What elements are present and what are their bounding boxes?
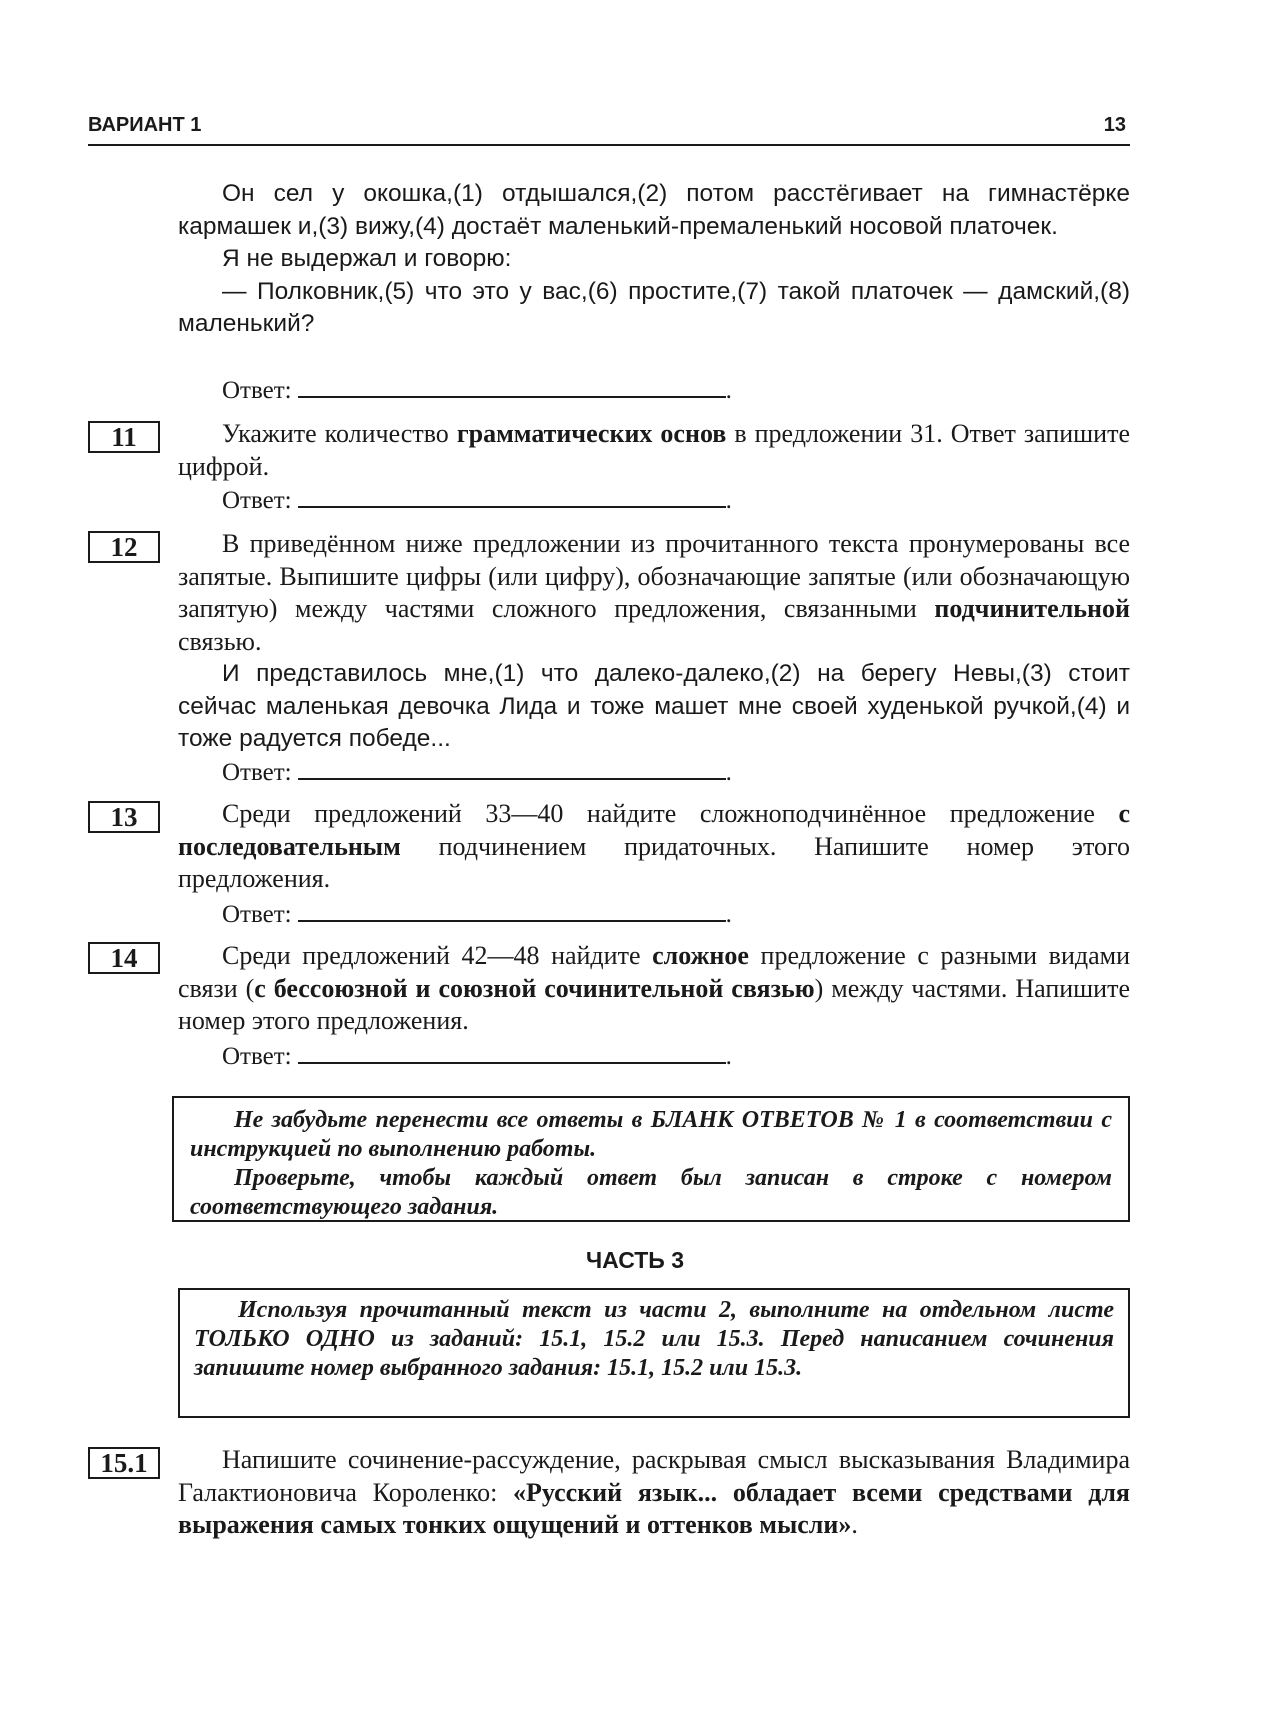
- task-13-text-1: Среди предложений 33—40 найдите сложноподчинённое предложение: [222, 799, 1119, 828]
- task-12-emphasis: подчинительной: [934, 594, 1130, 623]
- task-12-text-2: связью.: [178, 626, 262, 656]
- answer-line-12: [178, 756, 1174, 788]
- excerpt-paragraph-3: — Полковник,(5) что это у вас,(6) простите,(7) такой платочек — дамский,(8) маленький?: [178, 277, 1130, 337]
- excerpt-paragraph-2: Я не выдержал и говорю:: [222, 245, 512, 272]
- notice-paragraph-1: Не забудьте перенести все ответы в БЛАНК ОТВЕТОВ № 1 в соответствии с инструкцией по выполнению работы.: [190, 1107, 1112, 1162]
- variant-title: ВАРИАНТ 1: [88, 114, 202, 136]
- answer-line-11: [178, 484, 1174, 516]
- task-12-sentence: [178, 658, 1130, 756]
- part-3-title: ЧАСТЬ 3: [586, 1247, 684, 1273]
- answer-end: .: [725, 1043, 732, 1070]
- task-15-1-text-1: Напишите сочинение-рассуждение, раскрывая смысл высказывания Владимира Галактионовича Короленко:: [178, 1445, 1130, 1507]
- task-number-14: 14: [88, 942, 160, 974]
- answer-label: Ответ:: [222, 1043, 292, 1070]
- answer-line-14: [178, 1040, 1174, 1072]
- task-15-1-text-2: .: [851, 1510, 858, 1539]
- task-number-12: 12: [88, 531, 160, 563]
- task-14-text-2: предложение с разными видами связи (: [178, 941, 1130, 1003]
- task-12-text: [178, 528, 1130, 658]
- answer-label: Ответ:: [222, 759, 292, 786]
- answer-label: Ответ:: [222, 377, 292, 404]
- answer-field[interactable]: [298, 484, 726, 508]
- task-number-13: 13: [88, 801, 160, 833]
- task-14-emphasis-1: сложное: [652, 941, 749, 970]
- task-14-text-3: ) между частями. Напишите номер этого предложения.: [178, 973, 1130, 1035]
- answer-field[interactable]: [298, 1040, 726, 1064]
- task-13-text: [178, 798, 1130, 896]
- answer-end: .: [725, 759, 732, 786]
- task-15-1-quote: «Русский язык... обладает всеми средствами для выражения самых тонких ощущений и оттенков мысли»: [178, 1477, 1130, 1539]
- answer-field[interactable]: [298, 898, 726, 922]
- task-12-text-1: В приведённом ниже предложении из прочитанного текста пронумерованы все запятые. Выпишите цифры (или цифру), обозначающие запятые (или обозначающую запятую) между частями сложного предложения, связанными: [178, 529, 1130, 623]
- text-excerpt: [178, 178, 1130, 341]
- answer-label: Ответ:: [222, 901, 292, 928]
- answer-field[interactable]: [298, 756, 726, 780]
- task-11-emphasis: грамматических основ: [456, 419, 727, 448]
- answer-end: .: [725, 901, 732, 928]
- task-11-text: [178, 418, 1130, 483]
- task-12-quoted-sentence: И представилось мне,(1) что далеко-далеко,(2) на берегу Невы,(3) стоит сейчас маленькая девочка Лида и тоже машет мне своей худенькой ручкой,(4) и тоже радуется победе...: [178, 660, 1130, 752]
- page-number: 13: [1103, 114, 1126, 136]
- task-11-text-2: в предложении 31. Ответ запишите цифрой.: [178, 419, 1130, 481]
- answer-field[interactable]: [298, 374, 726, 398]
- task-13-emphasis: с последовательным: [178, 799, 1130, 861]
- task-11-text-1: Укажите количество: [222, 419, 457, 448]
- task-13-text-2: подчинением придаточных. Напишите номер этого предложения.: [178, 831, 1130, 893]
- task-number-15-1: 15.1: [88, 1447, 160, 1479]
- answer-line-10: [178, 374, 1174, 406]
- task-14-text: [178, 940, 1130, 1038]
- excerpt-paragraph-1: Он сел у окошка,(1) отдышался,(2) потом расстёгивает на гимнастёрке кармашек и,(3) вижу,(4) достаёт маленький-премаленький носовой платочек.: [178, 180, 1130, 240]
- answer-end: .: [725, 487, 732, 514]
- task-14-emphasis-2: с бессоюзной и союзной сочинительной связью: [254, 973, 815, 1003]
- part-3-instruction: Используя прочитанный текст из части 2, выполните на отдельном листе ТОЛЬКО ОДНО из заданий: 15.1, 15.2 или 15.3. Перед написанием сочинения запишите номер выбранного задания: 15.1, 15.2 или 15.3.: [194, 1297, 1114, 1381]
- task-14-text-1: Среди предложений 42—48 найдите: [222, 941, 653, 970]
- task-15-1-text: [178, 1444, 1130, 1542]
- running-header: [88, 112, 1130, 146]
- answer-end: .: [725, 377, 732, 404]
- answer-label: Ответ:: [222, 487, 292, 514]
- notice-paragraph-2: Проверьте, чтобы каждый ответ был записан в строке с номером соответствующего задания.: [190, 1165, 1112, 1220]
- task-number-11: 11: [88, 421, 160, 453]
- part-3-instruction-box: [178, 1288, 1130, 1418]
- transfer-answers-notice: [172, 1096, 1130, 1222]
- answer-line-13: [178, 898, 1174, 930]
